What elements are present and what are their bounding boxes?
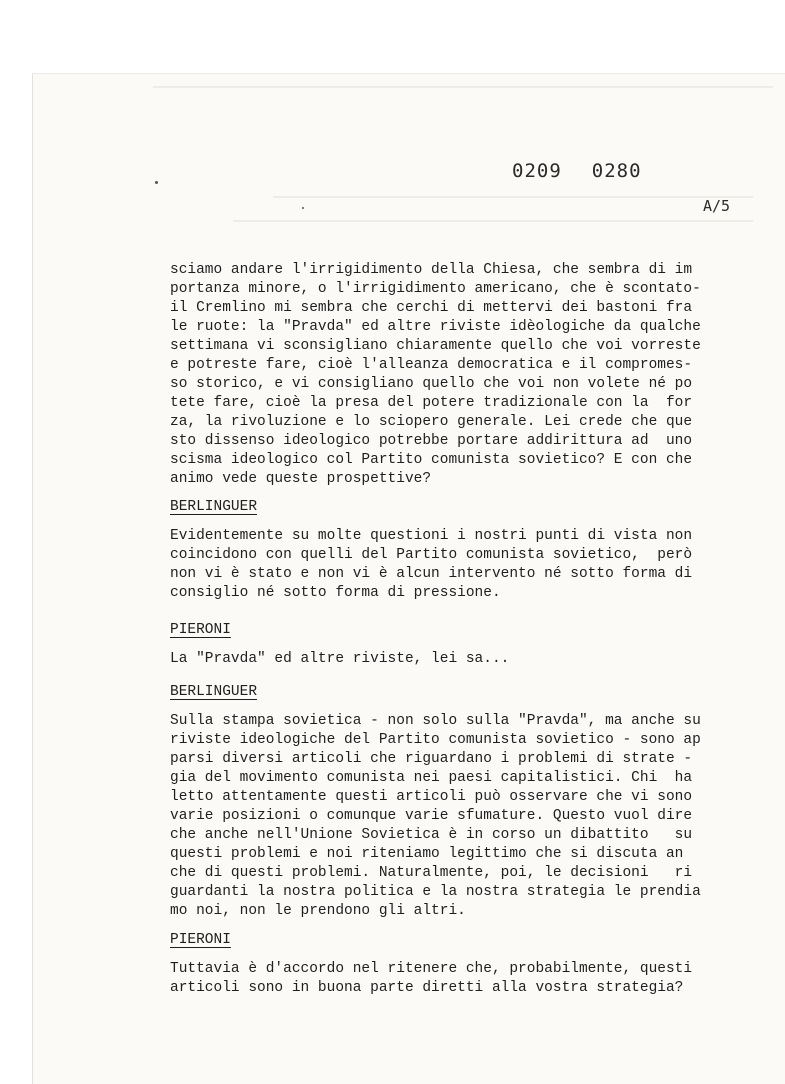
answer-paragraph bbox=[170, 527, 740, 603]
show-through-line bbox=[273, 196, 753, 198]
text-line: gia del movimento comunista nei paesi capitalistici. Chi ha bbox=[170, 770, 693, 786]
text-line: Sulla stampa sovietica - non solo sulla "Pravda", ma anche su bbox=[170, 713, 701, 729]
text-line: che di questi problemi. Naturalmente, poi, le decisioni ri bbox=[170, 865, 693, 881]
text-line: riviste ideologiche del Partito comunista sovietico - sono ap bbox=[170, 732, 701, 748]
text-line: animo vede queste prospettive? bbox=[170, 471, 432, 487]
answer-paragraph bbox=[170, 712, 740, 921]
question-paragraph bbox=[170, 650, 740, 669]
text-line: La "Pravda" ed altre riviste, lei sa... bbox=[170, 651, 510, 667]
text-line: varie posizioni o comunque varie sfumature. Questo vuol dire bbox=[170, 808, 693, 824]
speaker-label: BERLINGUER bbox=[170, 499, 258, 515]
text-line: guardanti la nostra politica e la nostra strategia le prendia bbox=[170, 884, 701, 900]
text-line: letto attentamente questi articoli può osservare che vi sono bbox=[170, 789, 693, 805]
text-line: le ruote: la "Pravda" ed altre riviste idèologiche da qualche bbox=[170, 319, 701, 335]
question-paragraph bbox=[170, 261, 740, 489]
archive-number-left: 0209 bbox=[512, 160, 562, 182]
text-line: portanza minore, o l'irrigidimento americano, che è scontato- bbox=[170, 281, 701, 297]
show-through-line bbox=[233, 220, 753, 222]
speaker-label: PIERONI bbox=[170, 622, 231, 638]
text-line: parsi diversi articoli che riguardano i problemi di strate - bbox=[170, 751, 693, 767]
text-line: il Cremlino mi sembra che cerchi di mettervi dei bastoni fra bbox=[170, 300, 693, 316]
text-line: coincidono con quelli del Partito comunista sovietico, però bbox=[170, 547, 693, 563]
text-line: Tuttavia è d'accordo nel ritenere che, probabilmente, questi bbox=[170, 961, 693, 977]
text-line: scisma ideologico col Partito comunista sovietico? E con che bbox=[170, 452, 693, 468]
archive-number bbox=[512, 160, 642, 182]
text-line: non vi è stato e non vi è alcun intervento né sotto forma di bbox=[170, 566, 693, 582]
text-line: Evidentemente su molte questioni i nostri punti di vista non bbox=[170, 528, 693, 544]
speaker-label: BERLINGUER bbox=[170, 684, 258, 700]
text-line: settimana vi sconsigliano chiaramente quello che voi vorreste bbox=[170, 338, 701, 354]
text-line: questi problemi e noi riteniamo legittimo che si discuta an bbox=[170, 846, 684, 862]
text-line: che anche nell'Unione Sovietica è in corso un dibattito su bbox=[170, 827, 693, 843]
text-line: so storico, e vi consigliano quello che voi non volete né po bbox=[170, 376, 693, 392]
text-line: articoli sono in buona parte diretti alla vostra strategia? bbox=[170, 980, 684, 996]
paper-speck bbox=[155, 181, 158, 184]
paper-speck bbox=[302, 207, 304, 209]
archive-number-right: 0280 bbox=[591, 160, 642, 182]
text-line: mo noi, non le prendono gli altri. bbox=[170, 903, 466, 919]
text-line: za, la rivoluzione e lo sciopero generale. Lei crede che que bbox=[170, 414, 693, 430]
text-line: sciamo andare l'irrigidimento della Chiesa, che sembra di im bbox=[170, 262, 693, 278]
text-line: e potreste fare, cioè l'alleanza democratica e il compromes- bbox=[170, 357, 693, 373]
page-reference: A/5 bbox=[703, 197, 731, 215]
text-line: tete fare, cioè la presa del potere tradizionale con la for bbox=[170, 395, 693, 411]
text-line: sto dissenso ideologico potrebbe portare addirittura ad uno bbox=[170, 433, 693, 449]
show-through-line bbox=[153, 86, 773, 88]
speaker-label: PIERONI bbox=[170, 932, 231, 948]
text-line: consiglio né sotto forma di pressione. bbox=[170, 585, 501, 601]
question-paragraph bbox=[170, 960, 740, 998]
